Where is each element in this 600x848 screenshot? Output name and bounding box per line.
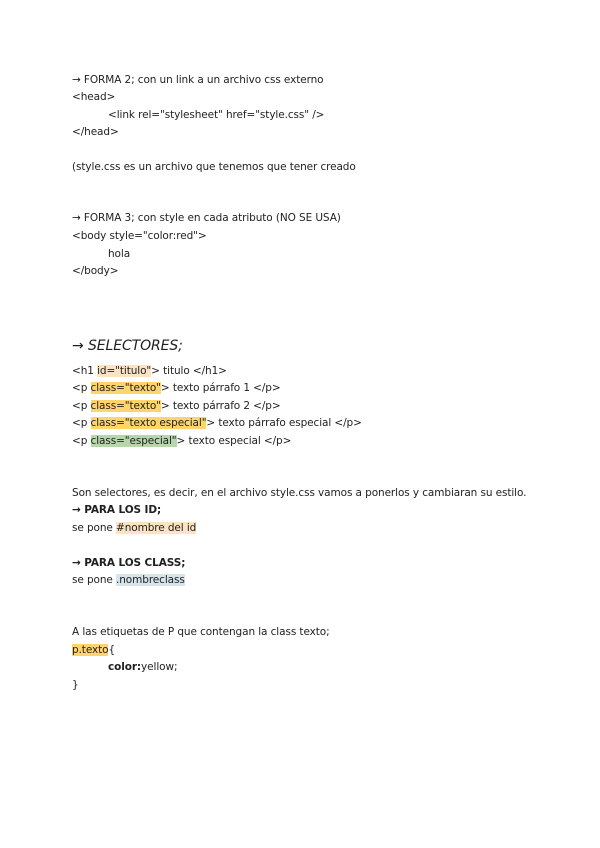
class-heading: → PARA LOS CLASS; [72, 557, 186, 569]
ejemplo-intro: A las etiquetas de P que contengan la class texto; [72, 626, 330, 638]
code-link: <link rel="stylesheet" href="style.css" /> [108, 109, 325, 121]
code-text: <p [72, 435, 91, 447]
css-value: yellow; [141, 661, 178, 673]
css-selector-highlight: p.texto [72, 644, 109, 656]
css-brace-open: { [108, 644, 116, 656]
css-brace-close: } [72, 679, 79, 691]
code-head-close: </head> [72, 126, 119, 138]
code-text: <p [72, 400, 91, 412]
class-attribute-highlight: class="texto especial" [90, 417, 207, 429]
code-text: > texto párrafo 2 </p> [160, 400, 281, 412]
code-hola: hola [108, 248, 131, 260]
code-text: > titulo </h1> [151, 365, 227, 377]
class-rule [72, 573, 185, 587]
selectores-intro: Son selectores, es decir, en el archivo style.css vamos a ponerlos y cambiaran su estilo. [72, 487, 527, 499]
class-attribute-highlight: class="texto" [90, 382, 161, 394]
css-property: color: [108, 661, 142, 673]
id-rule [72, 521, 196, 535]
class-attribute-highlight: class="texto" [90, 400, 161, 412]
code-text: > texto especial </p> [176, 435, 292, 447]
code-text: <p [72, 417, 91, 429]
code-text: <h1 [72, 365, 98, 377]
selector-line [72, 434, 291, 448]
code-text: > texto párrafo 1 </p> [160, 382, 281, 394]
forma3-heading: → FORMA 3; con style en cada atributo (NO SE USA) [72, 212, 341, 224]
selector-line [72, 381, 281, 395]
id-attribute-highlight: id="titulo" [97, 365, 152, 377]
selector-line [72, 364, 227, 378]
rule-text: se pone [72, 574, 117, 586]
code-body-open: <body style="color:red"> [72, 230, 207, 242]
css-selector-line [72, 643, 115, 657]
selector-line [72, 399, 281, 413]
code-text: > texto párrafo especial </p> [206, 417, 362, 429]
code-head-open: <head> [72, 91, 116, 103]
id-heading: → PARA LOS ID; [72, 504, 162, 516]
rule-text: se pone [72, 522, 117, 534]
code-text: <p [72, 382, 91, 394]
selector-line [72, 416, 362, 430]
id-selector-highlight: #nombre del id [116, 522, 197, 534]
css-declaration [108, 660, 177, 674]
class-attribute-highlight: class="especial" [90, 435, 177, 447]
code-body-close: </body> [72, 265, 119, 277]
class-selector-highlight: .nombreclass [116, 574, 185, 586]
selectores-title: → SELECTORES; [72, 338, 183, 354]
forma2-heading: → FORMA 2; con un link a un archivo css externo [72, 74, 324, 86]
forma2-note: (style.css es un archivo que tenemos que tener creado [72, 161, 356, 173]
